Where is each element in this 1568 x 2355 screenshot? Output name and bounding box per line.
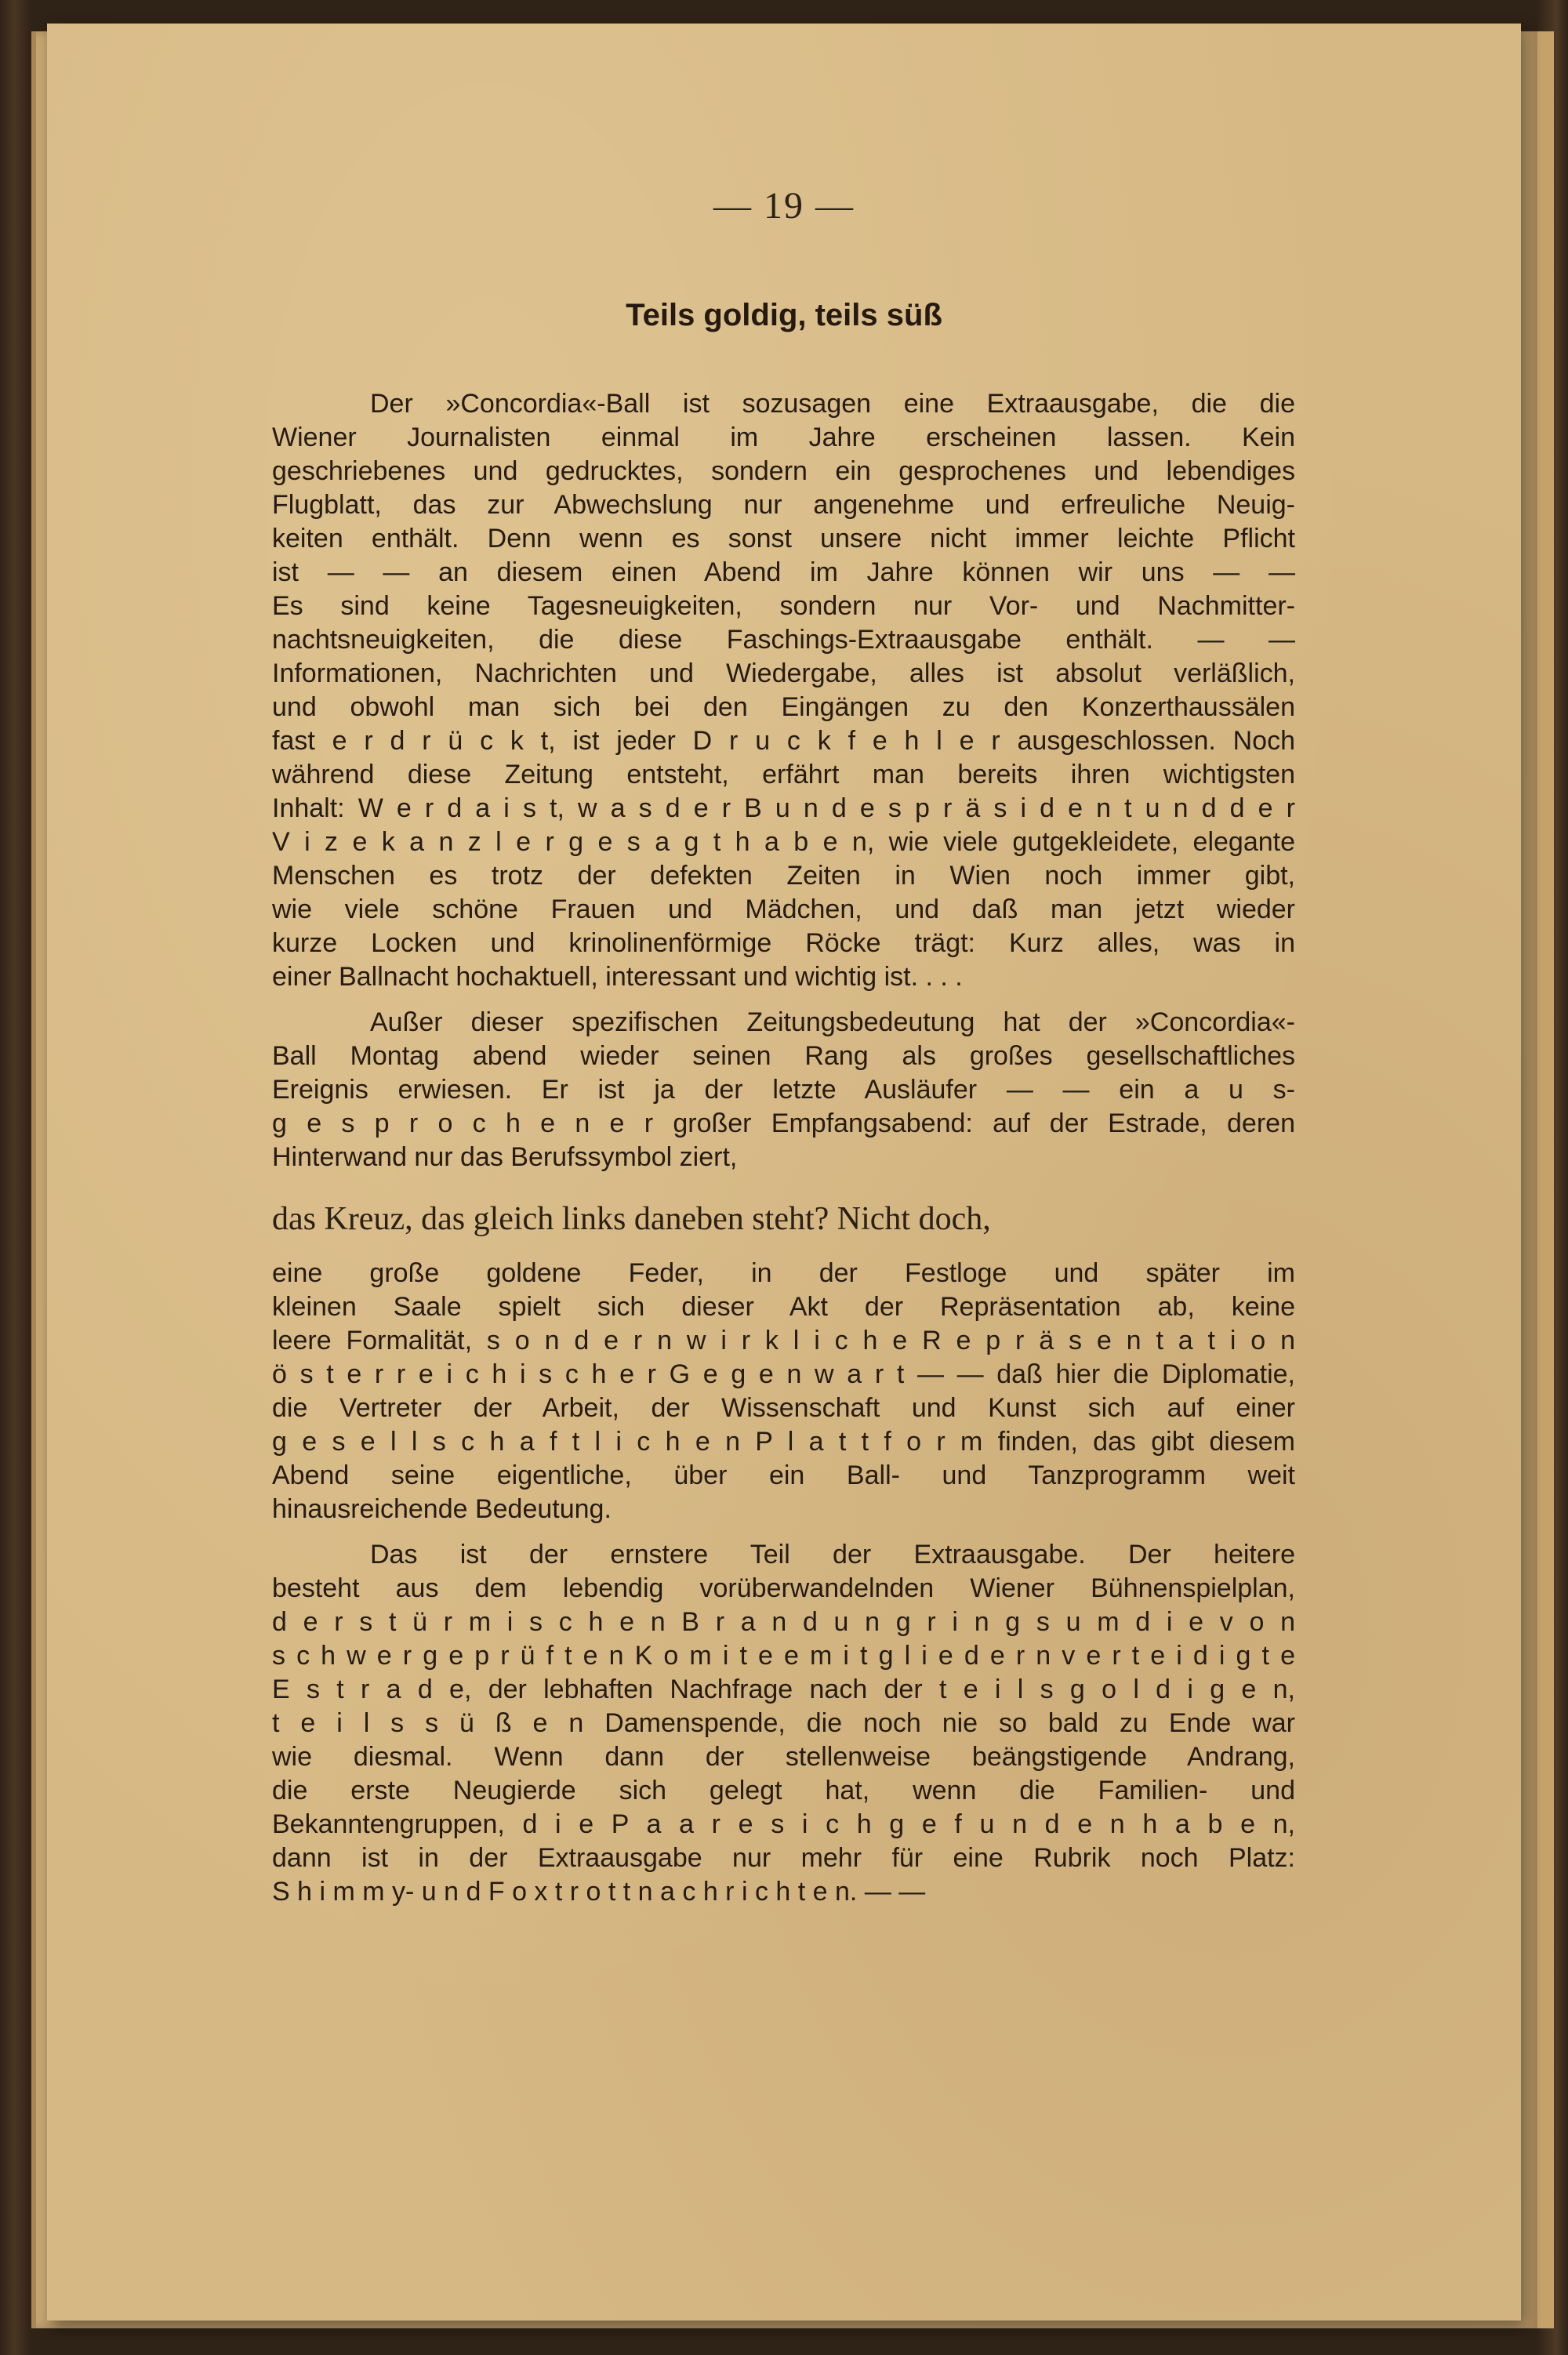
text-line: während diese Zeitung entsteht, erfährt man bereits ihren wichtigsten (272, 760, 1295, 789)
text-line: geschriebenes und gedrucktes, sondern ein gesprochenes und lebendiges (272, 456, 1295, 486)
book-page (47, 24, 1521, 2321)
text-line: keiten enthält. Denn wenn es sonst unsere nicht immer leichte Pflicht (272, 524, 1295, 553)
text-line: Abend seine eigentliche, über ein Ball- und Tanzprogramm weit (272, 1461, 1295, 1490)
text-line: Informationen, Nachrichten und Wiedergabe, alles ist absolut verläßlich, (272, 659, 1295, 688)
text-line: E s t r a d e, der lebhaften Nachfrage nach der t e i l s g o l d i g e n, (272, 1675, 1295, 1704)
text-line: Der »Concordia«-Ball ist sozusagen eine Extraausgabe, die die (370, 389, 1295, 419)
text-line: kurze Locken und krinolinenförmige Röcke trägt: Kurz alles, was in (272, 928, 1295, 958)
text-line: Wiener Journalisten einmal im Jahre erscheinen lassen. Kein (272, 423, 1295, 452)
text-line: wie viele schöne Frauen und Mädchen, und daß man jetzt wieder (272, 894, 1295, 924)
text-line: Es sind keine Tagesneuigkeiten, sondern nur Vor- und Nachmitter- (272, 591, 1295, 621)
text-line: d e r s t ü r m i s c h e n B r a n d u n g r i n g s u m d i e v o n (272, 1607, 1295, 1637)
text-line: Hinterwand nur das Berufssymbol ziert, (272, 1142, 738, 1172)
article-title: Teils goldig, teils süß (626, 298, 942, 332)
text-line: Das ist der ernstere Teil der Extraausgabe. Der heitere (370, 1540, 1295, 1569)
text-line: Außer dieser spezifischen Zeitungsbedeutung hat der »Concordia«- (370, 1007, 1295, 1037)
text-line: ist — — an diesem einen Abend im Jahre können wir uns — — (272, 557, 1295, 587)
text-line: g e s p r o c h e n e r großer Empfangsabend: auf der Estrade, deren (272, 1109, 1295, 1138)
text-line: fast e r d r ü c k t, ist jeder D r u c k f e h l e r ausgeschlossen. Noch (272, 726, 1295, 756)
text-line: Flugblatt, das zur Abwechslung nur angenehme und erfreuliche Neuig- (272, 490, 1295, 520)
text-line: Ball Montag abend wieder seinen Rang als großes gesellschaftliches (272, 1041, 1295, 1071)
text-line: t e i l s s ü ß e n Damenspende, die noch nie so bald zu Ende war (272, 1708, 1295, 1738)
text-line: ö s t e r r e i c h i s c h e r G e g e n w a r t — — daß hier die Diplomatie, (272, 1359, 1295, 1389)
text-line: dann ist in der Extraausgabe nur mehr für eine Rubrik noch Platz: (272, 1843, 1295, 1873)
page-number: — 19 — (713, 185, 855, 227)
inserted-text-line: das Kreuz, das gleich links daneben steht? Nicht doch, (272, 1201, 991, 1237)
text-line: einer Ballnacht hochaktuell, interessant und wichtig ist. . . . (272, 962, 963, 992)
text-line: s c h w e r g e p r ü f t e n K o m i t e e m i t g l i e d e r n v e r t e i d i g t e (272, 1641, 1295, 1671)
text-line: die Vertreter der Arbeit, der Wissenschaft und Kunst sich auf einer (272, 1393, 1295, 1423)
text-line: die erste Neugierde sich gelegt hat, wenn die Familien- und (272, 1776, 1295, 1805)
text-line: und obwohl man sich bei den Eingängen zu den Konzerthaussälen (272, 692, 1295, 722)
text-line: hinausreichende Bedeutung. (272, 1494, 612, 1524)
text-line: S h i m m y- u n d F o x t r o t t n a c h r i c h t e n. — — (272, 1877, 926, 1907)
text-line: eine große goldene Feder, in der Festloge und später im (272, 1258, 1295, 1288)
text-line: g e s e l l s c h a f t l i c h e n P l a t t f o r m finden, das gibt diesem (272, 1427, 1295, 1457)
text-line: besteht aus dem lebendig vorüberwandelnden Wiener Bühnenspielplan, (272, 1573, 1295, 1603)
text-line: leere Formalität, s o n d e r n w i r k l i c h e R e p r ä s e n t a t i o n (272, 1326, 1295, 1355)
text-line: V i z e k a n z l e r g e s a g t h a b e n, wie viele gutgekleidete, elegante (272, 827, 1295, 857)
text-line: kleinen Saale spielt sich dieser Akt der Repräsentation ab, keine (272, 1292, 1295, 1322)
text-line: nachtsneuigkeiten, die diese Faschings-Extraausgabe enthält. — — (272, 625, 1295, 655)
text-line: Inhalt: W e r d a i s t, w a s d e r B u n d e s p r ä s i d e n t u n d d e r (272, 793, 1295, 823)
text-line: Menschen es trotz der defekten Zeiten in Wien noch immer gibt, (272, 861, 1295, 891)
text-line: Ereignis erwiesen. Er ist ja der letzte Ausläufer — — ein a u s- (272, 1075, 1295, 1105)
text-line: Bekanntengruppen, d i e P a a r e s i c h g e f u n d e n h a b e n, (272, 1809, 1295, 1839)
text-line: wie diesmal. Wenn dann der stellenweise beängstigende Andrang, (272, 1742, 1295, 1772)
